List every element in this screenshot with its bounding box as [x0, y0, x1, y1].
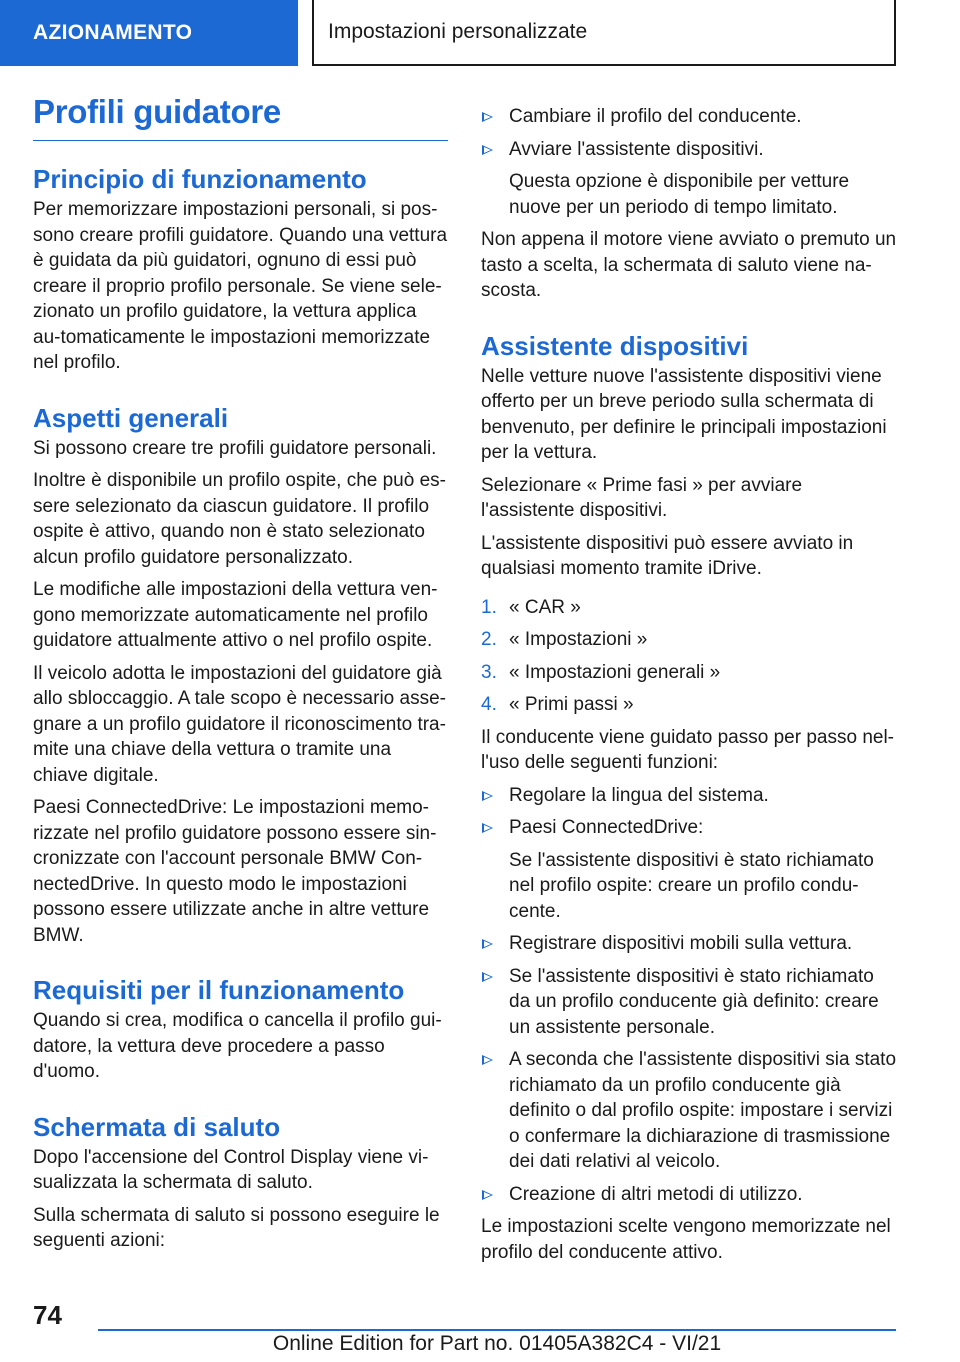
list-item	[481, 1047, 899, 1175]
paragraph: Non appena il motore viene avviato o premuto un tasto a scelta, la schermata di saluto viene na-scosta.	[481, 229, 897, 301]
triangle-bullet-icon	[482, 823, 493, 833]
heading-assistente: Assistente dispositivi	[481, 330, 749, 361]
step-text: « Impostazioni generali »	[509, 661, 721, 683]
chapter-tab: Impostazioni personalizzate	[312, 0, 896, 66]
list-item-text: Registrare dispositivi mobili sulla vettura.	[509, 933, 853, 954]
step-item	[481, 595, 899, 621]
triangle-bullet-icon	[482, 939, 493, 949]
paragraph: L'assistente dispositivi può essere avviato in qualsiasi momento tramite iDrive.	[481, 532, 854, 579]
heading-requisiti: Requisiti per il funzionamento	[33, 975, 405, 1005]
section-tab: AZIONAMENTO	[0, 0, 298, 66]
list-item	[481, 931, 899, 957]
list-item-text: Se l'assistente dispositivi è stato richiamato da un profilo conducente già definito: creare un assistente personale.	[509, 965, 879, 1038]
page-number: 74	[33, 1300, 62, 1330]
step-number: 3.	[481, 661, 497, 683]
paragraph: Selezionare « Prime fasi » per avviare l'assistente dispositivi.	[481, 474, 803, 521]
heading-aspetti: Aspetti generali	[33, 402, 229, 433]
triangle-bullet-icon	[482, 972, 493, 982]
triangle-bullet-icon	[482, 112, 493, 122]
list-item-text: Avviare l'assistente dispositivi.	[509, 138, 764, 160]
step-number: 4.	[481, 694, 497, 715]
step-item	[481, 627, 899, 653]
footer-divider	[98, 1329, 896, 1331]
page-title: Profili guidatore	[33, 92, 448, 141]
list-item-text: Paesi ConnectedDrive:	[509, 817, 704, 838]
heading-saluto: Schermata di saluto	[33, 1111, 281, 1142]
list-item	[481, 1182, 899, 1208]
paragraph: Nelle vetture nuove l'assistente dispositivi viene offerto per un breve periodo sulla schermata di benvenuto, per definire le principali impostazioni per la vettura.	[481, 365, 887, 463]
paragraph: Dopo l'accensione del Control Display viene vi-sualizzata la schermata di saluto.	[33, 1146, 429, 1193]
step-text: « Primi passi »	[509, 694, 634, 715]
step-number: 1.	[481, 596, 497, 618]
paragraph: Per memorizzare impostazioni personali, si pos-sono creare profili guidatore. Quando una vettura è guidata da più guidatori, ognuno di essi può creare il proprio profilo personale. Se viene sele-zionato un profilo guidatore, la vettura applica au-tomaticamente le impostazioni memorizzate nel profilo.	[33, 199, 448, 373]
list-item-note: Se l'assistente dispositivi è stato richiamato nel profilo ospite: creare un profilo condu-cente.	[509, 849, 874, 922]
triangle-bullet-icon	[482, 145, 493, 155]
page-header	[0, 0, 960, 66]
step-item	[481, 692, 899, 718]
list-item	[481, 104, 899, 130]
list-item	[481, 964, 899, 1041]
paragraph: Il veicolo adotta le impostazioni del guidatore già allo sbloccaggio. A tale scopo è necessario asse-gnare a un profilo guidatore il riconoscimento tra-mite una chiave della vettura o tramite una chiave digitale.	[33, 662, 446, 786]
list-item	[481, 783, 899, 809]
right-column	[481, 104, 899, 1272]
list-item-text: Regolare la lingua del sistema.	[509, 784, 769, 806]
triangle-bullet-icon	[482, 1055, 493, 1065]
step-number: 2.	[481, 629, 497, 650]
paragraph: Inoltre è disponibile un profilo ospite, che può es-sere selezionato da ciascun guidatore. Il profilo ospite è attivo, quando non è stato selezionato alcun profilo guidatore personalizzato.	[33, 470, 446, 568]
triangle-bullet-icon	[482, 791, 493, 801]
paragraph: Il conducente viene guidato passo per passo nel-l'uso delle seguenti funzioni:	[481, 726, 894, 773]
list-item	[481, 815, 899, 841]
list-item-text: A seconda che l'assistente dispositivi sia stato richiamato da un profilo conducente già definito o dal profilo ospite: impostare i servizi o confermare la dichiarazione di trasmissione dei dati relativi al veicolo.	[509, 1049, 897, 1172]
paragraph: Le modifiche alle impostazioni della vettura ven-gono memorizzate automaticamente nel profilo guidatore attualmente attivo o nel profilo ospite.	[33, 579, 438, 651]
step-text: « Impostazioni »	[509, 629, 648, 650]
list-item-text: Cambiare il profilo del conducente.	[509, 106, 802, 127]
list-item-text: Creazione di altri metodi di utilizzo.	[509, 1183, 803, 1205]
left-column	[33, 92, 448, 1261]
footer-edition: Online Edition for Part no. 01405A382C4 - VI/21	[272, 1332, 722, 1355]
paragraph: Quando si crea, modifica o cancella il profilo gui-datore, la vettura deve procedere a passo d'uomo.	[33, 1010, 442, 1082]
paragraph: Si possono creare tre profili guidatore personali.	[33, 437, 437, 459]
step-item	[481, 660, 899, 686]
paragraph: Sulla schermata di saluto si possono eseguire le seguenti azioni:	[33, 1204, 440, 1251]
list-item-note: Questa opzione è disponibile per vetture nuove per un periodo di tempo limitato.	[509, 171, 850, 218]
triangle-bullet-icon	[482, 1190, 493, 1200]
step-text: « CAR »	[509, 596, 581, 618]
list-item	[481, 137, 899, 163]
heading-principio: Principio di funzionamento	[33, 164, 367, 194]
paragraph: Le impostazioni scelte vengono memorizzate nel profilo del conducente attivo.	[481, 1216, 891, 1263]
paragraph: Paesi ConnectedDrive: Le impostazioni memo-rizzate nel profilo guidatore possono essere sin-cronizzate con l'account personale BMW Con-nectedDrive. In questo modo le impostazioni possono essere utilizzate anche in altre vetture BMW.	[33, 797, 437, 946]
